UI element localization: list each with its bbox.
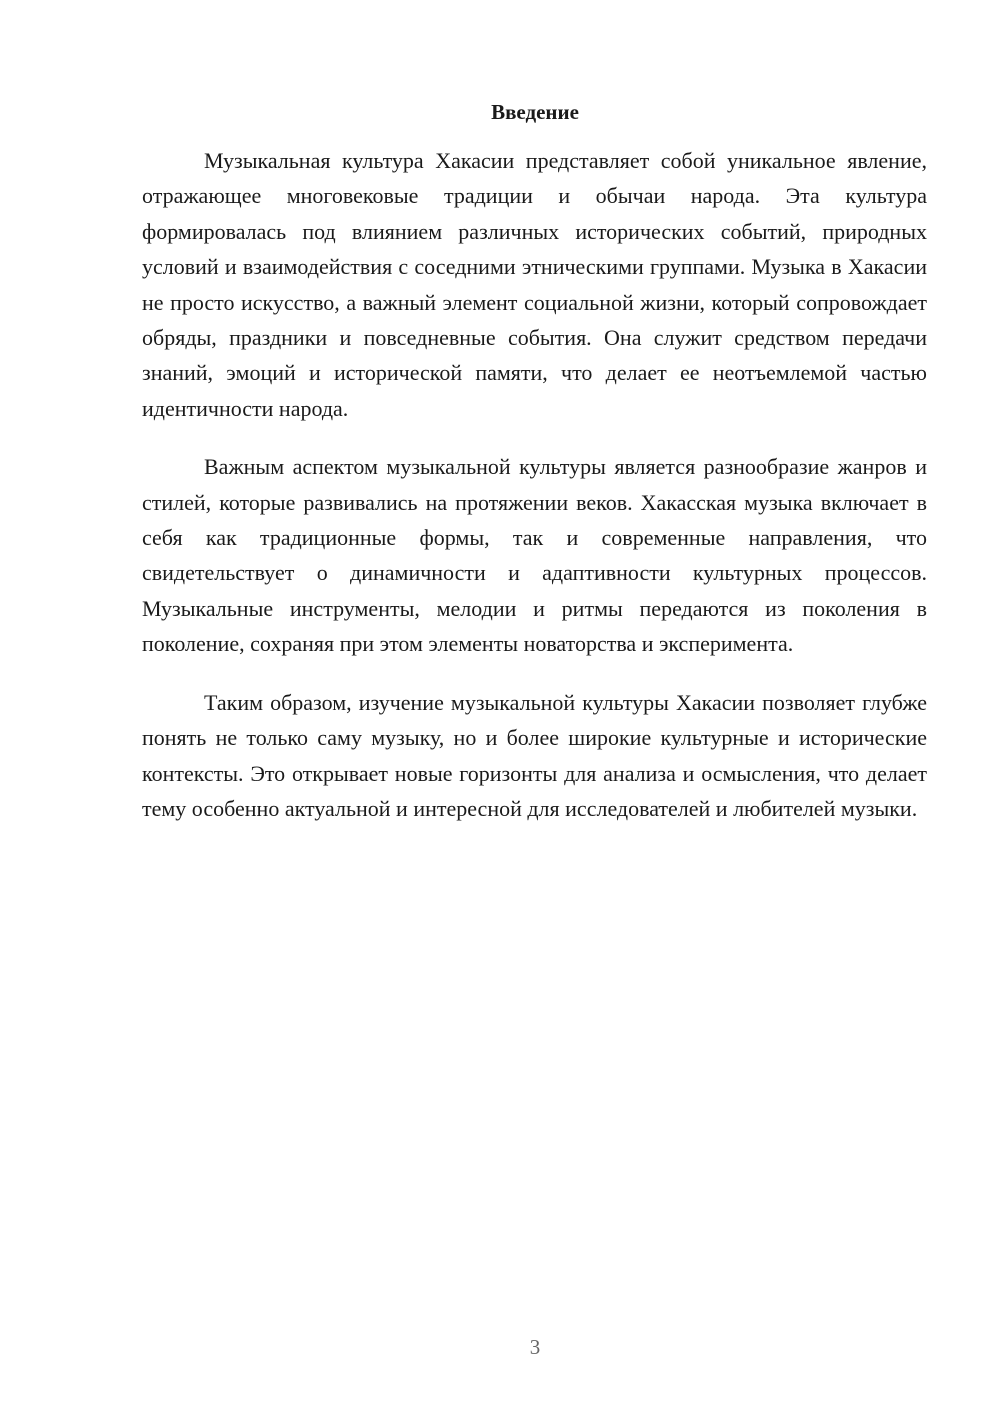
paragraph-1: Музыкальная культура Хакасии представляет собой уникальное явление, отражающее многовековые традиции и обычаи народа. Эта культура формировалась под влиянием различных исторических событий, природных условий и взаимодействия с соседними этническими группами. Музыка в Хакасии не просто искусство, а важный элемент социальной жизни, который сопровождает обряды, праздники и повседневные события. Она служит средством передачи знаний, эмоций и исторической памяти, что делает ее неотъемлемой частью идентичности народа.: [142, 148, 927, 421]
document-body: [142, 143, 927, 849]
page-number: 3: [529, 1335, 541, 1359]
page-title: Введение: [491, 100, 579, 124]
paragraph-2: Важным аспектом музыкальной культуры является разнообразие жанров и стилей, которые развивались на протяжении веков. Хакасская музыка включает в себя как традиционные формы, так и современные направления, что свидетельствует о динамичности и адаптивности культурных процессов. Музыкальные инструменты, мелодии и ритмы передаются из поколения в поколение, сохраняя при этом элементы новаторства и эксперимента.: [142, 454, 927, 657]
paragraph-3: Таким образом, изучение музыкальной культуры Хакасии позволяет глубже понять не только саму музыку, но и более широкие культурные и исторические контексты. Это открывает новые горизонты для анализа и осмысления, что делает тему особенно актуальной и интересной для исследователей и любителей музыки.: [142, 689, 927, 821]
